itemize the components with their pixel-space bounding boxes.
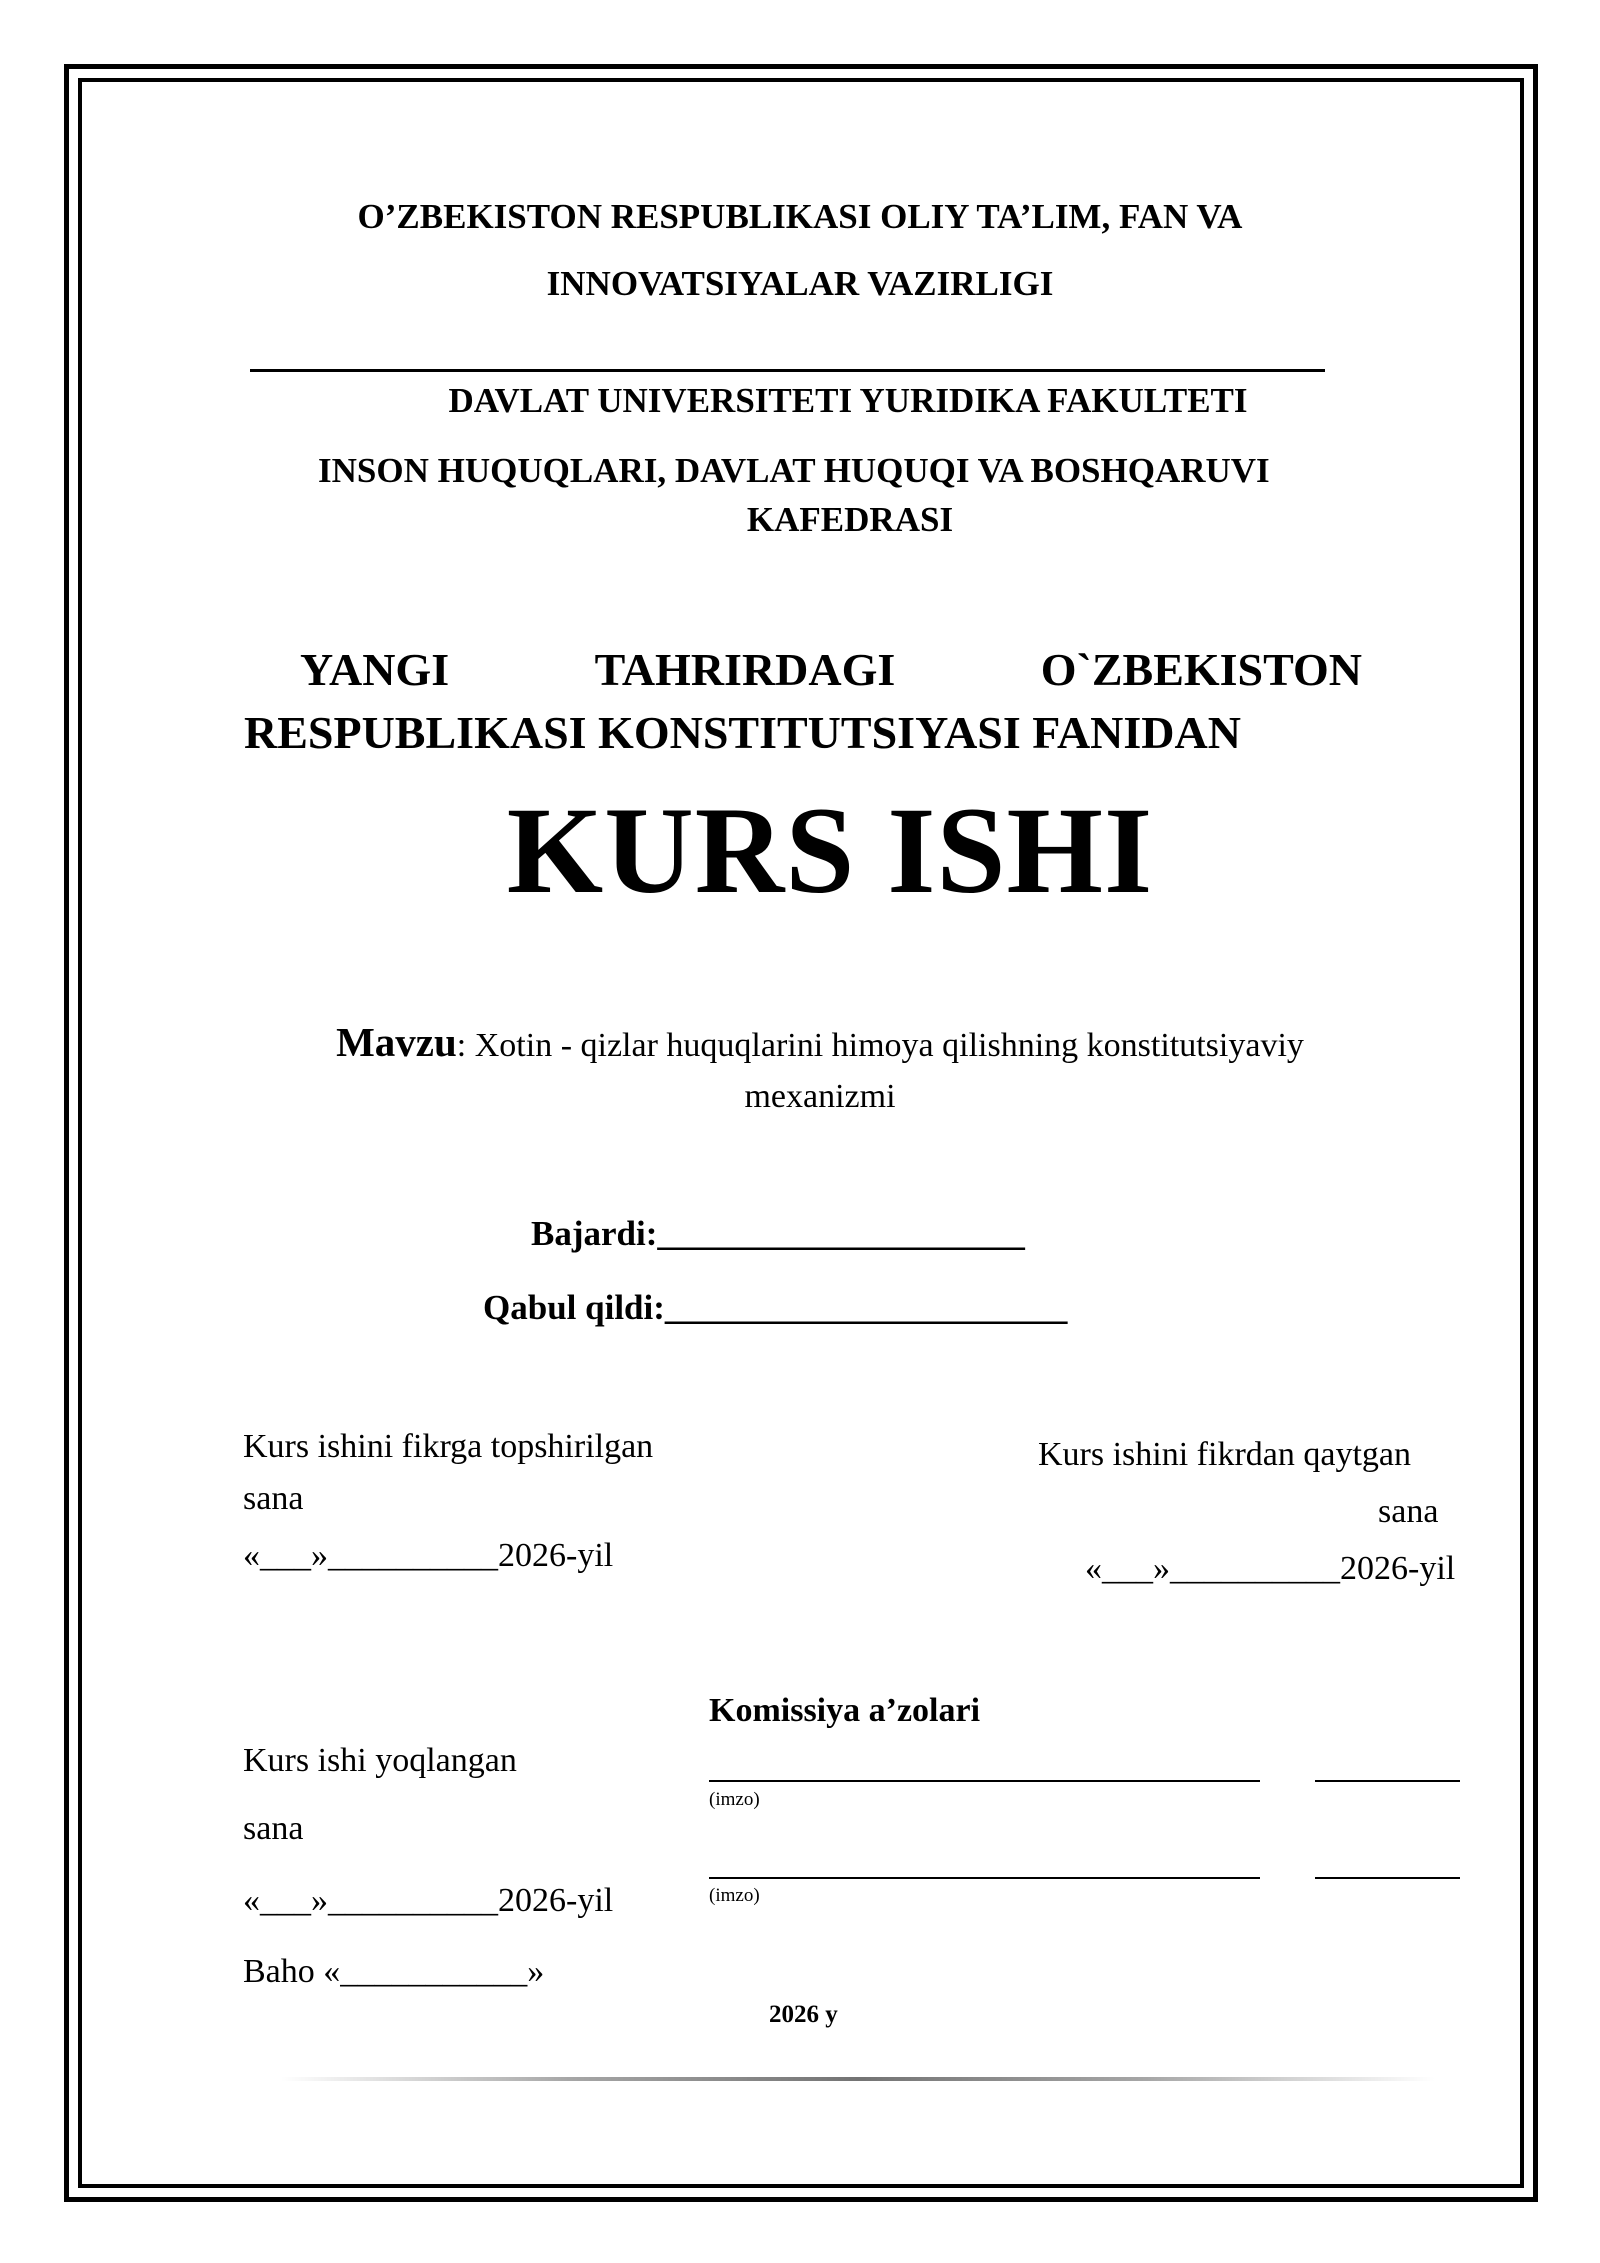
ministry-name-line-2: INNOVATSIYALAR VAZIRLIGI — [546, 264, 1054, 303]
signature-date-line — [1315, 1877, 1460, 1879]
defense-date-field: «___»__________2026-yil — [243, 1882, 614, 1919]
topic-label: Mavzu — [336, 1019, 457, 1065]
topic-line-1 — [120, 1018, 1520, 1066]
defense-date-label: sana — [243, 1810, 304, 1847]
performed-by-field: Bajardi:_____________________ — [531, 1214, 1025, 1253]
submission-date-label: sana — [243, 1480, 304, 1517]
return-label: Kurs ishini fikrdan qaytgan — [1038, 1436, 1411, 1473]
commission-title: Komissiya a’zolari — [709, 1692, 981, 1729]
signature-line — [709, 1780, 1260, 1782]
header-divider — [250, 369, 1325, 372]
document-title: KURS ISHI — [506, 782, 1154, 919]
department-name-line-2: KAFEDRASI — [746, 500, 954, 539]
document-year: 2026 y — [769, 2001, 838, 2028]
department-name-line-1: INSON HUQUQLARI, DAVLAT HUQUQI VA BOSHQARUVI — [318, 451, 1270, 490]
return-date-label: sana — [1378, 1493, 1439, 1530]
signature-caption: (imzo) — [709, 1885, 760, 1906]
subject-word: YANGI — [300, 644, 450, 695]
subject-line-2: RESPUBLIKASI KONSTITUTSIYASI FANIDAN — [244, 707, 1241, 758]
subject-line-1 — [300, 643, 1362, 696]
accepted-by-field: Qabul qildi:_______________________ — [483, 1288, 1068, 1327]
signature-date-line — [1315, 1780, 1460, 1782]
topic-text: : Xotin - qizlar huquqlarini himoya qilishning konstitutsiyaviy — [456, 1027, 1304, 1064]
submission-label: Kurs ishini fikrga topshirilgan — [243, 1428, 654, 1465]
return-date-field: «___»__________2026-yil — [1085, 1550, 1456, 1587]
submission-date-field: «___»__________2026-yil — [243, 1537, 614, 1574]
signature-caption: (imzo) — [709, 1789, 760, 1810]
subject-word: O`ZBEKISTON — [1040, 644, 1362, 695]
topic-line-2: mexanizmi — [744, 1078, 896, 1115]
faculty-name: DAVLAT UNIVERSITETI YURIDIKA FAKULTETI — [448, 381, 1248, 420]
defense-label: Kurs ishi yoqlangan — [243, 1742, 517, 1779]
signature-line — [709, 1877, 1260, 1879]
subject-word: TAHRIRDAGI — [594, 644, 896, 695]
grade-field: Baho «___________» — [243, 1953, 545, 1990]
bottom-decorative-line — [280, 2077, 1435, 2081]
ministry-name-line-1: O’ZBEKISTON RESPUBLIKASI OLIY TA’LIM, FAN VA — [357, 197, 1243, 236]
